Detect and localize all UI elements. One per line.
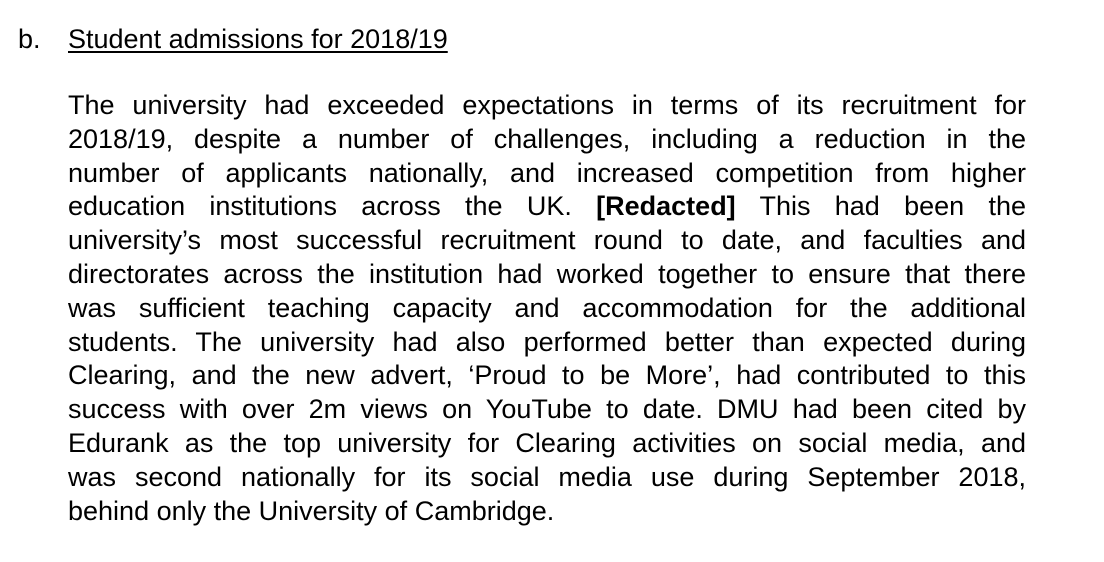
paragraph-line: 2018/19, despite a number of challenges, including a reduction in the <box>68 123 1026 154</box>
paragraph-line: students. The university had also performed better than expected during <box>68 326 1026 357</box>
paragraph-line: Clearing, and the new advert, ‘Proud to be More’, had contributed to this <box>68 360 1026 391</box>
paragraph-line: success with over 2m views on YouTube to date. DMU had been cited by <box>68 394 1026 425</box>
paragraph-line: number of applicants nationally, and increased competition from higher <box>68 157 1026 188</box>
paragraph-line <box>68 190 1026 224</box>
paragraph-line: behind only the University of Cambridge. <box>68 495 555 526</box>
body-paragraph <box>68 89 1026 528</box>
paragraph-text: education institutions across the UK. <box>68 191 572 222</box>
paragraph-text: This had been the <box>759 191 1026 222</box>
section-heading <box>18 22 448 56</box>
paragraph-line: university’s most successful recruitment round to date, and faculties and <box>68 225 1026 256</box>
paragraph-line: directorates across the institution had worked together to ensure that there <box>68 258 1026 289</box>
paragraph-line: Edurank as the top university for Clearing activities on social media, and <box>68 427 1026 458</box>
paragraph-line: was sufficient teaching capacity and accommodation for the additional <box>68 292 1026 323</box>
redacted-marker: [Redacted] <box>596 191 736 222</box>
section-marker: b. <box>18 24 41 54</box>
paragraph-line: was second nationally for its social media use during September 2018, <box>68 461 1026 492</box>
section-title: Student admissions for 2018/19 <box>68 24 448 54</box>
paragraph-line: The university had exceeded expectations in terms of its recruitment for <box>68 90 1026 120</box>
